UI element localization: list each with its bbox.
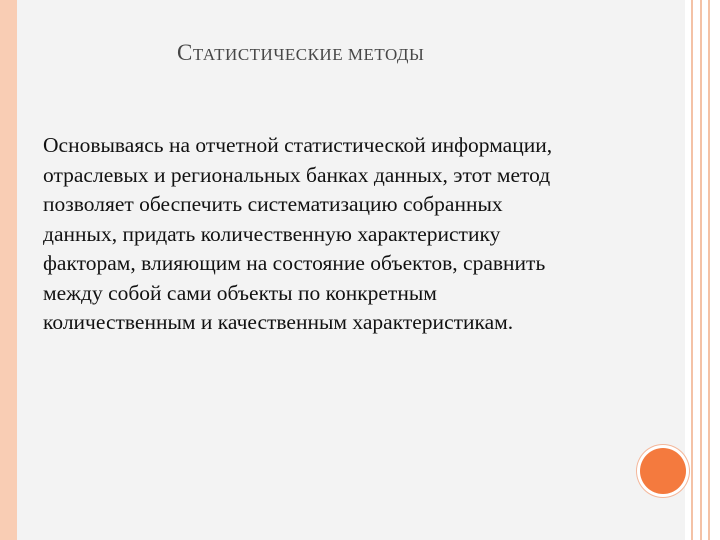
- slide-title: [17, 40, 685, 66]
- body-line: отраслевых и региональных банках данных, этот метод: [43, 162, 551, 187]
- slide-title-first-letter: С: [177, 40, 193, 65]
- slide-title-rest: ТАТИСТИЧЕСКИЕ МЕТОДЫ: [192, 45, 425, 64]
- body-line: данных, придать количественную характеристику: [43, 221, 501, 246]
- right-decorative-line: [708, 0, 710, 540]
- slide-content-panel: [17, 0, 685, 540]
- orange-circle-decoration: [640, 448, 686, 494]
- slide-body-text: [43, 131, 663, 338]
- right-decorative-line: [691, 0, 693, 540]
- right-decorative-line: [700, 0, 702, 540]
- body-line: позволяет обеспечить систематизацию собранных: [43, 192, 503, 216]
- left-decorative-border: [0, 0, 17, 540]
- body-line: между собой сами объекты по конкретным: [43, 280, 437, 305]
- body-line: количественным и качественным характеристикам.: [43, 310, 514, 334]
- body-line: факторам, влияющим на состояние объектов, сравнить: [43, 251, 546, 275]
- body-line: Основываясь на отчетной статистической информации,: [43, 133, 553, 157]
